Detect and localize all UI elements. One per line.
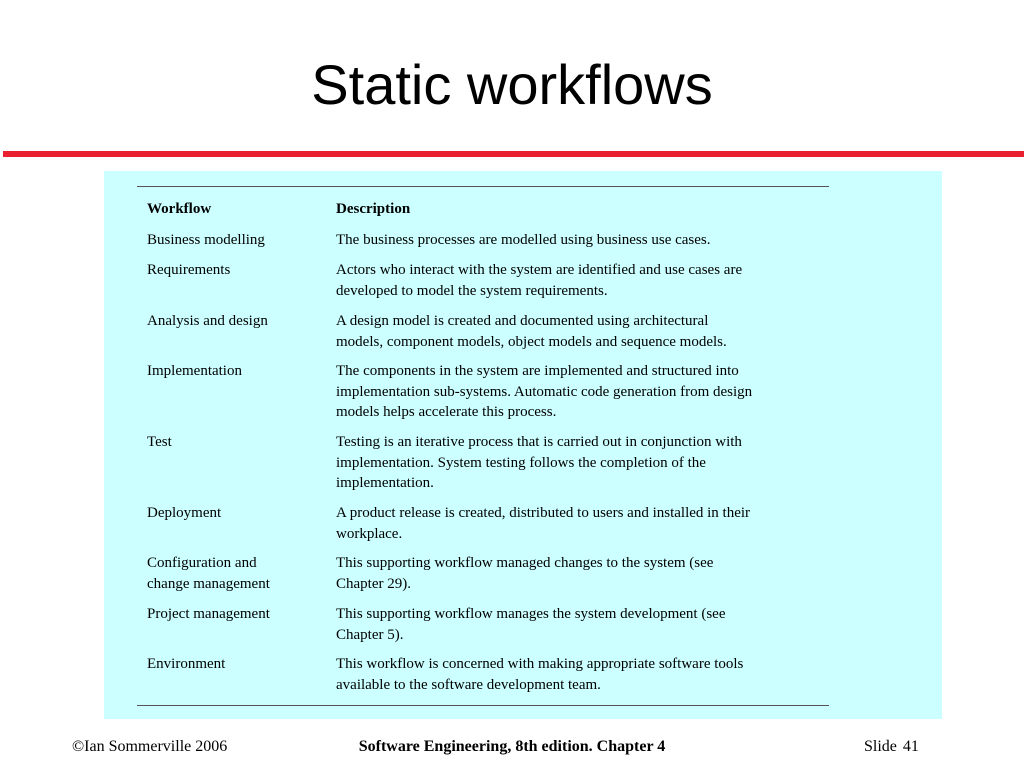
table-row-description: A design model is created and documented using architectural models, component models, object models and sequence models. (336, 313, 727, 350)
table-row-description: The business processes are modelled using business use cases. (336, 232, 711, 248)
footer-book-title: Software Engineering, 8th edition. Chapter 4 (358, 738, 666, 755)
table-row-workflow: Project management (147, 606, 270, 622)
table-row-workflow: Environment (147, 656, 226, 672)
table-row-workflow: Test (147, 434, 172, 450)
table-row-description: Actors who interact with the system are identified and use cases are developed to model the system requirements. (336, 262, 743, 299)
table-row-description: This supporting workflow managed changes to the system (see Chapter 29). (336, 555, 714, 592)
table-row-description: Testing is an iterative process that is carried out in conjunction with implementation. System testing follows the completion of the implementation. (336, 434, 742, 491)
table-top-rule (137, 186, 829, 187)
table-row-description: A product release is created, distributed to users and installed in their workplace. (336, 505, 751, 542)
title-divider (3, 151, 1024, 157)
table-bottom-rule (137, 705, 829, 706)
table-row-description: The components in the system are implemented and structured into implementation sub-systems. Automatic code generation from design models helps accelerate this process. (336, 363, 753, 420)
table-row-description: This workflow is concerned with making appropriate software tools available to the software development team. (336, 656, 744, 693)
footer-slide-number (864, 738, 925, 756)
header-description: Description (336, 201, 411, 217)
header-workflow: Workflow (147, 201, 212, 217)
footer-copyright: ©Ian Sommerville 2006 (72, 738, 228, 755)
slide-title: Static workflows (311, 53, 713, 116)
table-row-description: This supporting workflow manages the system development (see Chapter 5). (336, 606, 726, 643)
slide-label: Slide (864, 738, 897, 755)
table-row-workflow: Requirements (147, 262, 231, 278)
slide-number: 41 (902, 738, 919, 755)
table-row-workflow: Configuration and change management (147, 555, 270, 592)
table-row-workflow: Deployment (147, 505, 222, 521)
table-row-workflow: Implementation (147, 363, 242, 379)
table-row-workflow: Business modelling (147, 232, 265, 248)
table-row-workflow: Analysis and design (147, 313, 268, 329)
